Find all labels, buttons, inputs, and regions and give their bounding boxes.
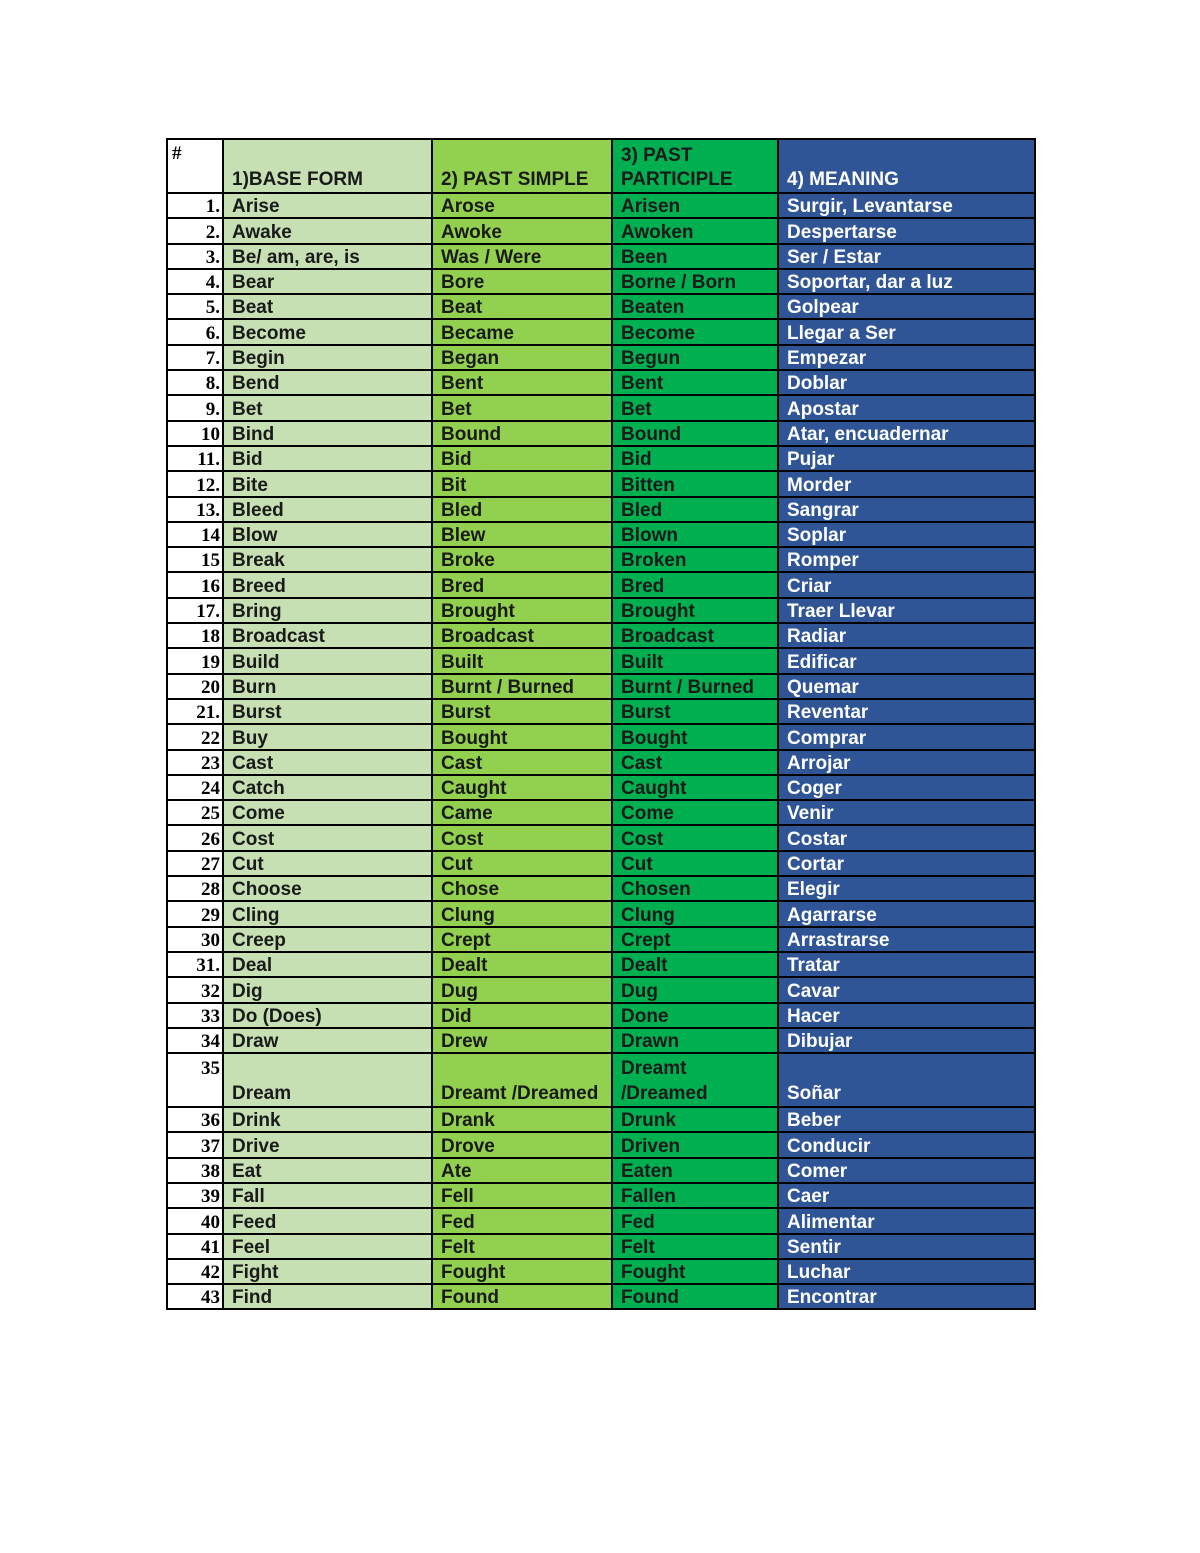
past-participle-cell: Burst (612, 699, 778, 724)
meaning-cell: Luchar (778, 1259, 1035, 1284)
past-participle-cell: Caught (612, 775, 778, 800)
meaning-cell: Ser / Estar (778, 244, 1035, 269)
row-number: 10 (167, 421, 223, 446)
past-simple-cell: Drank (432, 1107, 612, 1132)
table-row (167, 497, 1035, 522)
row-number: 36 (167, 1107, 223, 1132)
row-number: 12. (167, 471, 223, 496)
meaning-cell: Venir (778, 800, 1035, 825)
row-number: 4. (167, 269, 223, 294)
meaning-cell: Reventar (778, 699, 1035, 724)
table-row (167, 421, 1035, 446)
row-number: 13. (167, 497, 223, 522)
table-row (167, 901, 1035, 926)
table-row (167, 876, 1035, 901)
table-row (167, 1053, 1035, 1107)
meaning-cell: Cavar (778, 977, 1035, 1002)
meaning-cell: Dibujar (778, 1028, 1035, 1053)
past-participle-cell: Borne / Born (612, 269, 778, 294)
row-number: 24 (167, 775, 223, 800)
table-row (167, 724, 1035, 749)
row-number: 35 (167, 1053, 223, 1107)
past-simple-cell: Was / Were (432, 244, 612, 269)
meaning-cell: Atar, encuadernar (778, 421, 1035, 446)
base-form-cell: Bleed (223, 497, 432, 522)
past-participle-cell: Burnt / Burned (612, 674, 778, 699)
meaning-cell: Arrastrarse (778, 927, 1035, 952)
table-row (167, 699, 1035, 724)
past-simple-cell: Dreamt /Dreamed (432, 1053, 612, 1107)
past-participle-cell: Broken (612, 547, 778, 572)
past-participle-cell: Dreamt /Dreamed (612, 1053, 778, 1107)
table-row (167, 370, 1035, 395)
base-form-cell: Come (223, 800, 432, 825)
row-number: 34 (167, 1028, 223, 1053)
past-participle-cell: Drawn (612, 1028, 778, 1053)
base-form-cell: Be/ am, are, is (223, 244, 432, 269)
past-simple-cell: Bet (432, 395, 612, 420)
table-body (167, 139, 1035, 1309)
base-form-cell: Bet (223, 395, 432, 420)
table-row (167, 269, 1035, 294)
meaning-cell: Alimentar (778, 1208, 1035, 1233)
past-simple-cell: Felt (432, 1234, 612, 1259)
past-participle-cell: Fed (612, 1208, 778, 1233)
meaning-cell: Edificar (778, 648, 1035, 673)
base-form-cell: Deal (223, 952, 432, 977)
base-form-cell: Choose (223, 876, 432, 901)
table-row (167, 598, 1035, 623)
meaning-cell: Coger (778, 775, 1035, 800)
base-form-cell: Dream (223, 1053, 432, 1107)
base-form-cell: Fight (223, 1259, 432, 1284)
meaning-cell: Comer (778, 1158, 1035, 1183)
base-form-cell: Awake (223, 218, 432, 243)
meaning-cell: Soplar (778, 522, 1035, 547)
base-form-cell: Begin (223, 345, 432, 370)
past-simple-cell: Dealt (432, 952, 612, 977)
row-number: 5. (167, 294, 223, 319)
base-form-cell: Draw (223, 1028, 432, 1053)
base-form-cell: Breed (223, 572, 432, 597)
meaning-cell: Sangrar (778, 497, 1035, 522)
row-number: 41 (167, 1234, 223, 1259)
past-simple-cell: Awoke (432, 218, 612, 243)
past-participle-cell: Bound (612, 421, 778, 446)
row-number: 22 (167, 724, 223, 749)
row-number: 27 (167, 851, 223, 876)
base-form-cell: Cut (223, 851, 432, 876)
row-number: 28 (167, 876, 223, 901)
row-number: 39 (167, 1183, 223, 1208)
past-participle-cell: Been (612, 244, 778, 269)
row-number: 1. (167, 193, 223, 218)
past-simple-cell: Bit (432, 471, 612, 496)
irregular-verbs-table (166, 138, 1036, 1310)
table-row (167, 952, 1035, 977)
past-simple-cell: Cut (432, 851, 612, 876)
past-simple-cell: Burst (432, 699, 612, 724)
row-number: 9. (167, 395, 223, 420)
table-row (167, 800, 1035, 825)
header-meaning: 4) MEANING (778, 139, 1035, 193)
past-simple-cell: Cast (432, 750, 612, 775)
past-simple-cell: Bred (432, 572, 612, 597)
base-form-cell: Broadcast (223, 623, 432, 648)
table-row (167, 1284, 1035, 1309)
past-simple-cell: Bought (432, 724, 612, 749)
base-form-cell: Catch (223, 775, 432, 800)
base-form-cell: Bear (223, 269, 432, 294)
row-number: 32 (167, 977, 223, 1002)
meaning-cell: Apostar (778, 395, 1035, 420)
past-participle-cell: Built (612, 648, 778, 673)
row-number: 14 (167, 522, 223, 547)
meaning-cell: Agarrarse (778, 901, 1035, 926)
past-simple-cell: Fell (432, 1183, 612, 1208)
base-form-cell: Arise (223, 193, 432, 218)
meaning-cell: Soñar (778, 1053, 1035, 1107)
past-simple-cell: Did (432, 1003, 612, 1028)
row-number: 16 (167, 572, 223, 597)
meaning-cell: Radiar (778, 623, 1035, 648)
past-simple-cell: Began (432, 345, 612, 370)
past-participle-cell: Beaten (612, 294, 778, 319)
header-base-form: 1)BASE FORM (223, 139, 432, 193)
row-number: 37 (167, 1132, 223, 1157)
row-number: 8. (167, 370, 223, 395)
table-row (167, 1259, 1035, 1284)
table-row (167, 345, 1035, 370)
row-number: 21. (167, 699, 223, 724)
past-simple-cell: Came (432, 800, 612, 825)
row-number: 26 (167, 825, 223, 850)
past-simple-cell: Broke (432, 547, 612, 572)
row-number: 23 (167, 750, 223, 775)
past-participle-cell: Cost (612, 825, 778, 850)
base-form-cell: Become (223, 319, 432, 344)
header-past-simple: 2) PAST SIMPLE (432, 139, 612, 193)
past-participle-cell: Dealt (612, 952, 778, 977)
table-row (167, 851, 1035, 876)
header-row (167, 139, 1035, 193)
meaning-cell: Despertarse (778, 218, 1035, 243)
base-form-cell: Drink (223, 1107, 432, 1132)
base-form-cell: Find (223, 1284, 432, 1309)
past-simple-cell: Became (432, 319, 612, 344)
row-number: 18 (167, 623, 223, 648)
table-row (167, 1208, 1035, 1233)
base-form-cell: Drive (223, 1132, 432, 1157)
base-form-cell: Fall (223, 1183, 432, 1208)
base-form-cell: Beat (223, 294, 432, 319)
table-row (167, 218, 1035, 243)
meaning-cell: Encontrar (778, 1284, 1035, 1309)
table-row (167, 294, 1035, 319)
past-simple-cell: Fed (432, 1208, 612, 1233)
past-participle-cell: Bent (612, 370, 778, 395)
past-participle-cell: Awoken (612, 218, 778, 243)
meaning-cell: Surgir, Levantarse (778, 193, 1035, 218)
header-past-participle: 3) PAST PARTICIPLE (612, 139, 778, 193)
past-simple-cell: Beat (432, 294, 612, 319)
table-row (167, 750, 1035, 775)
base-form-cell: Bid (223, 446, 432, 471)
past-simple-cell: Brought (432, 598, 612, 623)
row-number: 15 (167, 547, 223, 572)
past-simple-cell: Broadcast (432, 623, 612, 648)
past-participle-cell: Drunk (612, 1107, 778, 1132)
table-row (167, 648, 1035, 673)
table-row (167, 1003, 1035, 1028)
row-number: 30 (167, 927, 223, 952)
table-row (167, 1107, 1035, 1132)
meaning-cell: Costar (778, 825, 1035, 850)
meaning-cell: Elegir (778, 876, 1035, 901)
past-simple-cell: Drew (432, 1028, 612, 1053)
base-form-cell: Feel (223, 1234, 432, 1259)
past-simple-cell: Ate (432, 1158, 612, 1183)
table-row (167, 446, 1035, 471)
base-form-cell: Feed (223, 1208, 432, 1233)
past-participle-cell: Bet (612, 395, 778, 420)
table-row (167, 927, 1035, 952)
past-simple-cell: Bound (432, 421, 612, 446)
base-form-cell: Eat (223, 1158, 432, 1183)
meaning-cell: Doblar (778, 370, 1035, 395)
meaning-cell: Comprar (778, 724, 1035, 749)
table-row (167, 1158, 1035, 1183)
meaning-cell: Cortar (778, 851, 1035, 876)
past-participle-cell: Brought (612, 598, 778, 623)
past-participle-cell: Fought (612, 1259, 778, 1284)
base-form-cell: Cling (223, 901, 432, 926)
row-number: 29 (167, 901, 223, 926)
past-simple-cell: Caught (432, 775, 612, 800)
row-number: 43 (167, 1284, 223, 1309)
base-form-cell: Dig (223, 977, 432, 1002)
base-form-cell: Creep (223, 927, 432, 952)
meaning-cell: Criar (778, 572, 1035, 597)
base-form-cell: Break (223, 547, 432, 572)
table-row (167, 1234, 1035, 1259)
row-number: 7. (167, 345, 223, 370)
row-number: 11. (167, 446, 223, 471)
table-row (167, 244, 1035, 269)
past-participle-cell: Begun (612, 345, 778, 370)
meaning-cell: Morder (778, 471, 1035, 496)
past-simple-cell: Bore (432, 269, 612, 294)
past-participle-cell: Fallen (612, 1183, 778, 1208)
row-number: 25 (167, 800, 223, 825)
meaning-cell: Caer (778, 1183, 1035, 1208)
meaning-cell: Soportar, dar a luz (778, 269, 1035, 294)
base-form-cell: Buy (223, 724, 432, 749)
past-participle-cell: Broadcast (612, 623, 778, 648)
past-simple-cell: Bid (432, 446, 612, 471)
past-participle-cell: Bled (612, 497, 778, 522)
table-row (167, 319, 1035, 344)
meaning-cell: Llegar a Ser (778, 319, 1035, 344)
past-participle-cell: Blown (612, 522, 778, 547)
row-number: 17. (167, 598, 223, 623)
row-number: 31. (167, 952, 223, 977)
meaning-cell: Quemar (778, 674, 1035, 699)
meaning-cell: Romper (778, 547, 1035, 572)
row-number: 3. (167, 244, 223, 269)
past-participle-cell: Clung (612, 901, 778, 926)
table-row (167, 471, 1035, 496)
meaning-cell: Hacer (778, 1003, 1035, 1028)
past-simple-cell: Bent (432, 370, 612, 395)
past-participle-cell: Felt (612, 1234, 778, 1259)
past-simple-cell: Drove (432, 1132, 612, 1157)
table-row (167, 572, 1035, 597)
past-participle-cell: Driven (612, 1132, 778, 1157)
meaning-cell: Tratar (778, 952, 1035, 977)
table-row (167, 977, 1035, 1002)
row-number: 40 (167, 1208, 223, 1233)
row-number: 6. (167, 319, 223, 344)
past-participle-cell: Arisen (612, 193, 778, 218)
past-participle-cell: Come (612, 800, 778, 825)
base-form-cell: Burst (223, 699, 432, 724)
base-form-cell: Bend (223, 370, 432, 395)
row-number: 2. (167, 218, 223, 243)
table-row (167, 825, 1035, 850)
past-participle-cell: Bitten (612, 471, 778, 496)
base-form-cell: Bring (223, 598, 432, 623)
meaning-cell: Pujar (778, 446, 1035, 471)
past-simple-cell: Arose (432, 193, 612, 218)
past-simple-cell: Bled (432, 497, 612, 522)
past-simple-cell: Burnt / Burned (432, 674, 612, 699)
past-participle-cell: Become (612, 319, 778, 344)
table-row (167, 522, 1035, 547)
past-participle-cell: Bought (612, 724, 778, 749)
row-number: 33 (167, 1003, 223, 1028)
meaning-cell: Arrojar (778, 750, 1035, 775)
past-simple-cell: Found (432, 1284, 612, 1309)
past-simple-cell: Dug (432, 977, 612, 1002)
base-form-cell: Burn (223, 674, 432, 699)
past-participle-cell: Eaten (612, 1158, 778, 1183)
base-form-cell: Bind (223, 421, 432, 446)
base-form-cell: Do (Does) (223, 1003, 432, 1028)
base-form-cell: Cast (223, 750, 432, 775)
row-number: 38 (167, 1158, 223, 1183)
past-simple-cell: Cost (432, 825, 612, 850)
base-form-cell: Cost (223, 825, 432, 850)
meaning-cell: Traer Llevar (778, 598, 1035, 623)
past-simple-cell: Crept (432, 927, 612, 952)
meaning-cell: Golpear (778, 294, 1035, 319)
past-participle-cell: Done (612, 1003, 778, 1028)
table-row (167, 547, 1035, 572)
meaning-cell: Sentir (778, 1234, 1035, 1259)
past-participle-cell: Bred (612, 572, 778, 597)
table-row (167, 1183, 1035, 1208)
table-row (167, 1132, 1035, 1157)
past-simple-cell: Built (432, 648, 612, 673)
row-number: 42 (167, 1259, 223, 1284)
past-simple-cell: Clung (432, 901, 612, 926)
table-row (167, 775, 1035, 800)
header-number: # (167, 139, 223, 193)
table-row (167, 395, 1035, 420)
meaning-cell: Beber (778, 1107, 1035, 1132)
table-row (167, 1028, 1035, 1053)
past-participle-cell: Crept (612, 927, 778, 952)
past-simple-cell: Fought (432, 1259, 612, 1284)
base-form-cell: Build (223, 648, 432, 673)
table-row (167, 674, 1035, 699)
meaning-cell: Conducir (778, 1132, 1035, 1157)
past-participle-cell: Found (612, 1284, 778, 1309)
table-row (167, 623, 1035, 648)
past-participle-cell: Chosen (612, 876, 778, 901)
past-participle-cell: Cut (612, 851, 778, 876)
past-simple-cell: Chose (432, 876, 612, 901)
meaning-cell: Empezar (778, 345, 1035, 370)
base-form-cell: Bite (223, 471, 432, 496)
base-form-cell: Blow (223, 522, 432, 547)
past-participle-cell: Cast (612, 750, 778, 775)
past-participle-cell: Bid (612, 446, 778, 471)
row-number: 19 (167, 648, 223, 673)
past-participle-cell: Dug (612, 977, 778, 1002)
past-simple-cell: Blew (432, 522, 612, 547)
table-row (167, 193, 1035, 218)
row-number: 20 (167, 674, 223, 699)
